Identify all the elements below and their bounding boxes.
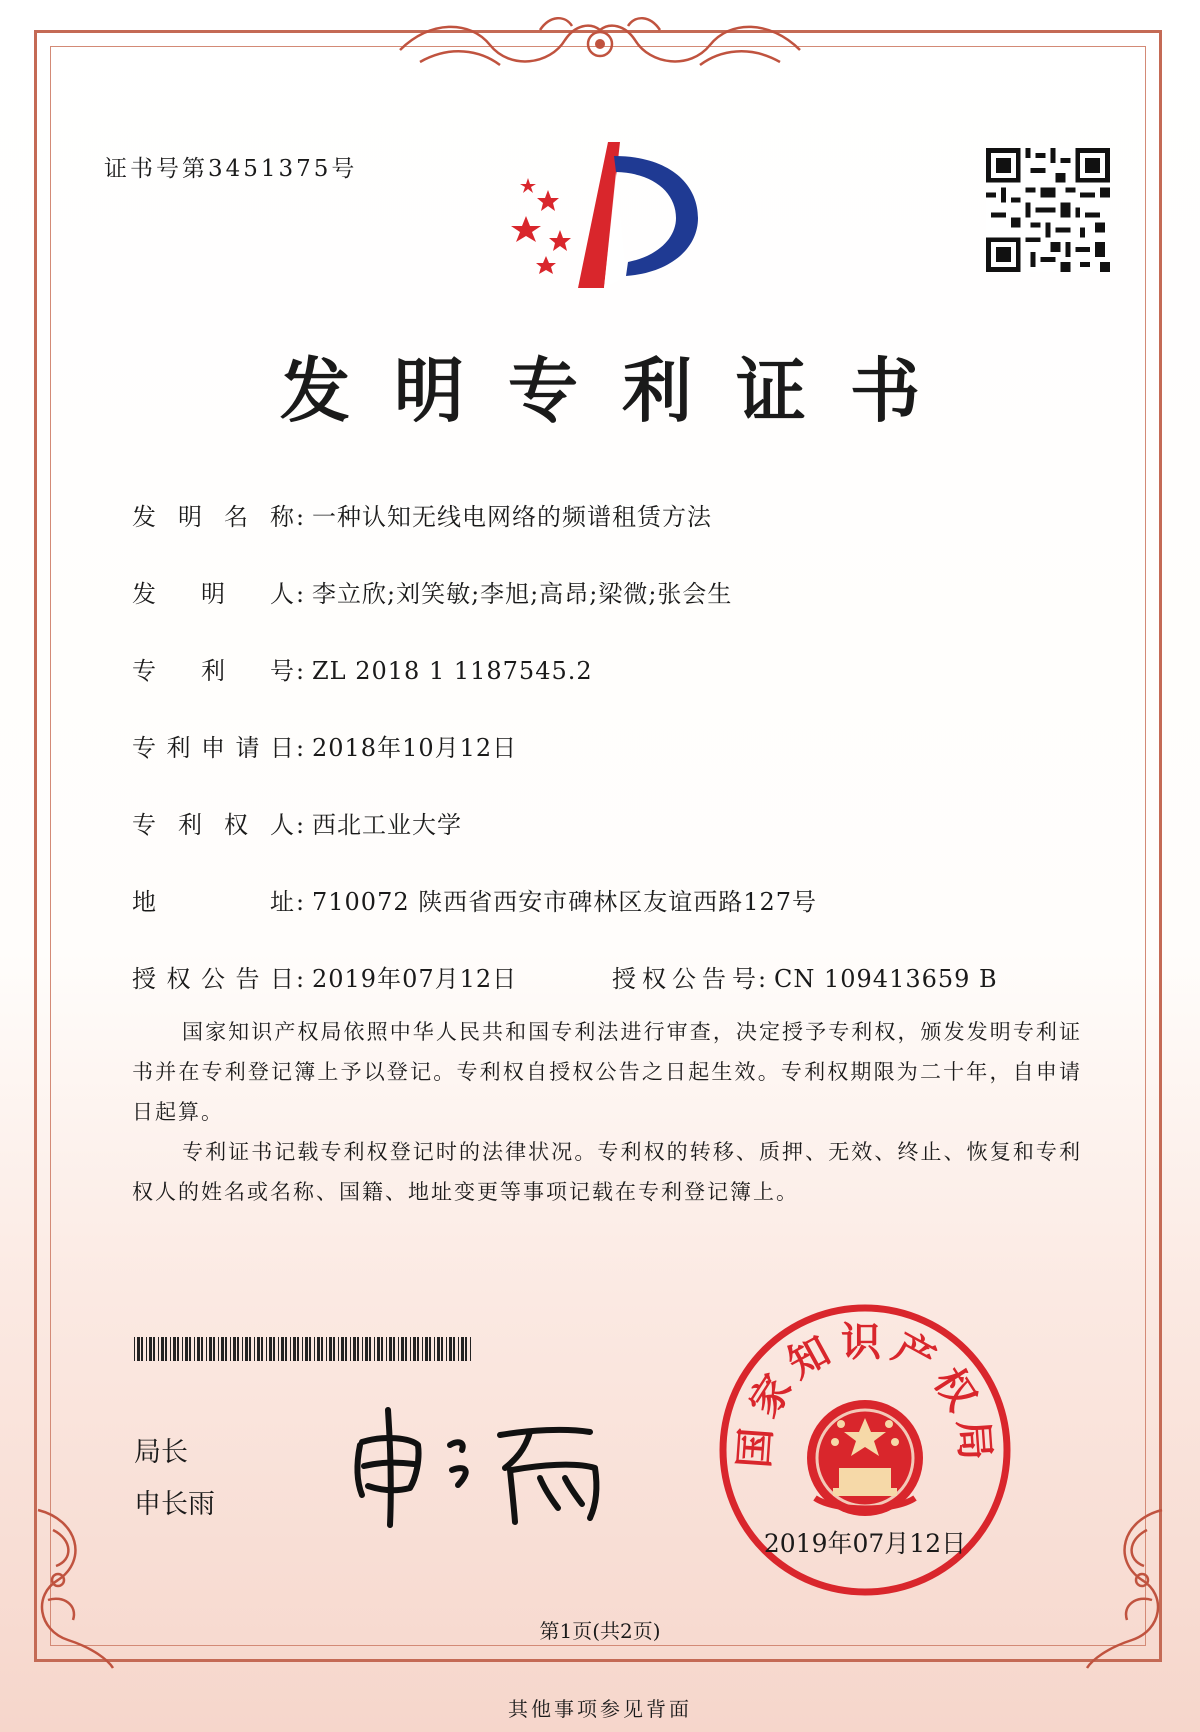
field-inventors: 发明人: 李立欣;刘笑敏;李旭;高昂;梁微;张会生 bbox=[132, 574, 732, 609]
field-label: 专利权人 bbox=[132, 811, 296, 839]
body-paragraph-2: 专利证书记载专利权登记时的法律状况。专利权的转移、质押、无效、终止、恢复和专利权人的姓名或名称、国籍、地址变更等事项记载在专利登记簿上。 bbox=[132, 1140, 1082, 1204]
patent-office-emblem-icon bbox=[508, 138, 708, 288]
bottom-right-corner-ornament-icon bbox=[1072, 1500, 1182, 1670]
bottom-left-corner-ornament-icon bbox=[18, 1500, 128, 1670]
field-value: 李立欣;刘笑敏;李旭;高昂;梁微;张会生 bbox=[312, 580, 733, 608]
field-grant-date: 授权公告日: 2019年07月12日 bbox=[132, 959, 517, 994]
field-label: 发明名称 bbox=[132, 503, 296, 531]
director-title: 局长 bbox=[134, 1437, 188, 1468]
field-label: 专利号 bbox=[132, 657, 296, 685]
certificate-title: 发明专利证书 bbox=[280, 349, 964, 432]
field-label: 地址 bbox=[132, 888, 296, 916]
field-label: 授权公告日 bbox=[132, 965, 296, 993]
field-label: 发明人 bbox=[132, 580, 296, 608]
field-patent-number: 专利号: ZL 2018 1 1187545.2 bbox=[132, 651, 593, 686]
field-label: 授权公告号 bbox=[612, 965, 758, 993]
field-value: 2019年07月12日 bbox=[312, 965, 518, 993]
field-address: 地址: 710072 陕西省西安市碑林区友谊西路127号 bbox=[132, 882, 817, 917]
page-number: 第1页(共2页) bbox=[539, 1619, 661, 1643]
director-name: 申长雨 bbox=[134, 1489, 215, 1520]
seal-text: 国家知识产权局 bbox=[731, 1319, 999, 1470]
certificate-number: 证书号第3451375号 bbox=[104, 156, 358, 182]
field-publication-number: 授权公告号: CN 109413659 B bbox=[612, 959, 998, 994]
field-application-date: 专利申请日: 2018年10月12日 bbox=[132, 728, 517, 763]
field-value: 一种认知无线电网络的频谱租赁方法 bbox=[312, 503, 712, 531]
field-value: 710072 陕西省西安市碑林区友谊西路127号 bbox=[312, 888, 818, 916]
barcode-icon bbox=[134, 1337, 474, 1361]
field-value: ZL 2018 1 1187545.2 bbox=[312, 657, 593, 685]
field-label: 专利申请日 bbox=[132, 734, 296, 762]
body-paragraph-1: 国家知识产权局依照中华人民共和国专利法进行审查，决定授予专利权，颁发发明专利证书并在专利登记簿上予以登记。专利权自授权公告之日起生效。专利权期限为二十年，自申请日起算。 bbox=[132, 1020, 1082, 1124]
field-patentee: 专利权人: 西北工业大学 bbox=[132, 805, 462, 840]
field-value: 2018年10月12日 bbox=[312, 734, 518, 762]
footer-note: 其他事项参见背面 bbox=[508, 1697, 692, 1721]
qr-code-icon bbox=[986, 148, 1110, 272]
top-ornament-icon bbox=[390, 10, 810, 82]
field-value: CN 109413659 B bbox=[774, 965, 998, 993]
field-invention-name: 发明名称: 一种认知无线电网络的频谱租赁方法 bbox=[132, 497, 712, 532]
director-signature-icon bbox=[340, 1400, 620, 1530]
field-value: 西北工业大学 bbox=[312, 811, 462, 839]
seal-date: 2019年07月12日 bbox=[763, 1529, 967, 1558]
